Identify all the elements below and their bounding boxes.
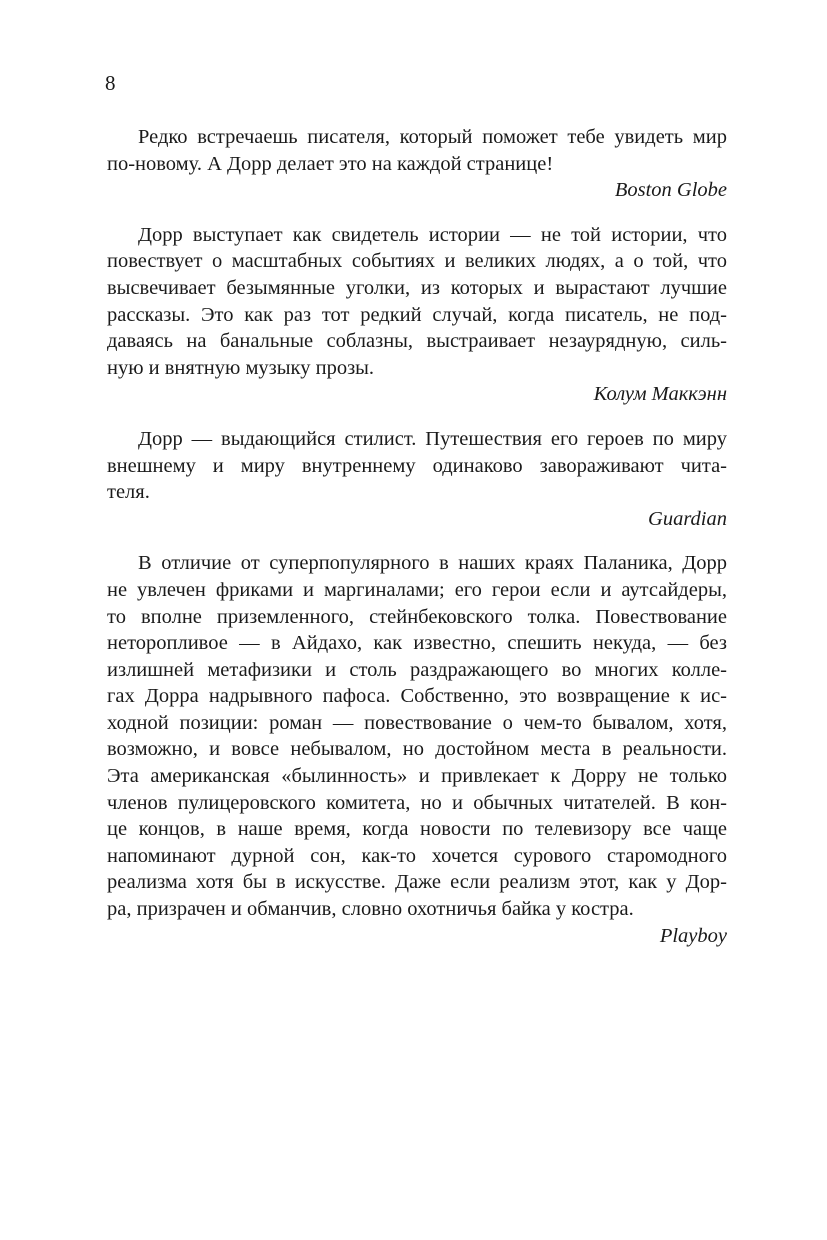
quote-source: Boston Globe (614, 179, 727, 202)
quote-source: Guardian (648, 507, 727, 530)
quote-line: напоминают дурной сон, как-то хочется сурового старомодного (107, 844, 727, 867)
quote-line: ра, призрачен и обманчив, словно охотничья байка у костра. (107, 898, 634, 921)
quote-line: це концов, в наше время, когда новости по телевизору все чаще (107, 818, 727, 841)
quote-line: повествует о масштабных событиях и великих людях, а о той, что (107, 250, 727, 273)
quote-line: то вполне приземленного, стейнбековского толка. Повествование (107, 605, 727, 628)
quote-line: возможно, и вовсе небывалом, но достойном места в реальности. (107, 738, 727, 761)
quote-line: Эта американская «былинность» и привлекает к Дорру не только (107, 765, 727, 788)
quote-line: ходной позиции: роман — повествование о чем-то бывалом, хотя, (107, 711, 727, 734)
quote-line: В отличие от суперпопулярного в наших краях Паланика, Дорр (138, 552, 727, 575)
page-content (107, 124, 727, 949)
quote-line: Редко встречаешь писателя, который поможет тебе увидеть мир (138, 126, 727, 148)
quote-line: по-новому. А Дорр делает это на каждой странице! (107, 152, 554, 175)
quote-line: внешнему и миру внутреннему одинаково завораживают чита- (107, 454, 727, 477)
quote-line: рассказы. Это как раз тот редкий случай, когда писатель, не под- (107, 303, 727, 326)
page-number: 8 (105, 71, 116, 95)
quote-line: Дорр выступает как свидетель истории — не той истории, что (138, 223, 727, 246)
quote-line: членов пулицеровского комитета, но и обычных читателей. В кон- (107, 791, 727, 814)
quote-line: ную и внятную музыку прозы. (107, 356, 375, 379)
review-quote (107, 426, 727, 532)
quote-line: излишней метафизики и столь раздражающего во многих колле- (107, 658, 727, 681)
quote-source: Playboy (659, 924, 727, 947)
quote-line: теля. (107, 481, 150, 504)
quote-line: гах Дорра надрывного пафоса. Собственно, это возвращение к ис- (107, 685, 727, 708)
quote-line: даваясь на банальные соблазны, выстраивает незаурядную, силь- (107, 330, 727, 353)
quote-line: не увлечен фриками и маргиналами; его герои если и аутсайдеры, (107, 578, 727, 601)
quote-source: Колум Маккэнн (593, 383, 727, 406)
quote-line: высвечивает безымянные уголки, из которых и вырастают лучшие (107, 276, 727, 299)
review-quote (107, 222, 727, 408)
review-quote (107, 124, 727, 204)
review-quote (107, 550, 727, 949)
quote-line: реализма хотя бы в искусстве. Даже если реализм этот, как у Дор- (107, 871, 727, 894)
quote-line: неторопливое — в Айдахо, как известно, спешить некуда, — без (107, 632, 727, 655)
quote-line: Дорр — выдающийся стилист. Путешествия его героев по миру (138, 427, 727, 450)
